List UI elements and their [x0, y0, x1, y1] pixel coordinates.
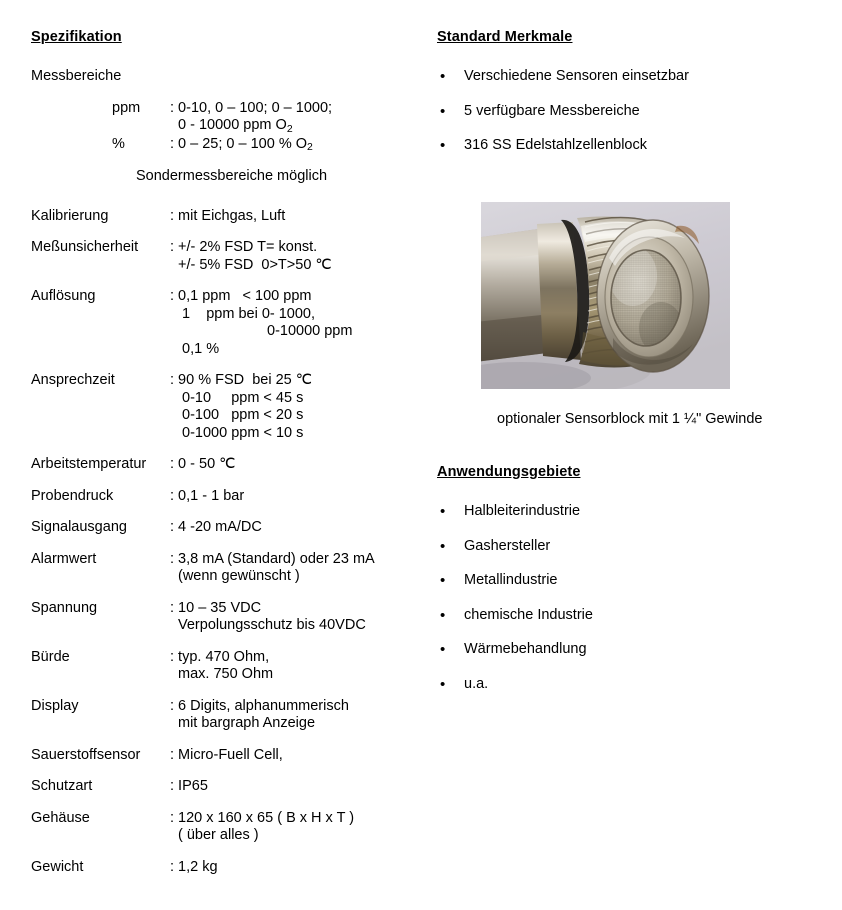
spec-row-messunsicherheit	[31, 239, 411, 274]
spec-value-line: : 0 – 25; 0 – 100 % $O_2$	[170, 135, 313, 154]
spec-label: Bürde	[31, 648, 70, 665]
features-heading: Standard Merkmale	[437, 29, 573, 45]
bullet-icon: •	[440, 137, 446, 154]
spec-values	[170, 372, 411, 442]
spec-values	[170, 600, 411, 635]
sensor-block-photo-graphic	[481, 202, 730, 389]
list-item-label: Halbleiterindustrie	[464, 503, 581, 519]
spec-label: Display	[31, 697, 79, 714]
list-item-label: Verschiedene Sensoren einsetzbar	[464, 68, 689, 84]
spec-values	[170, 208, 411, 226]
bullet-icon: •	[440, 503, 446, 520]
spec-value-line: +/- 5% FSD 0>T>50 ℃	[178, 256, 332, 273]
spec-value-line: : 4 -20 mA/DC	[170, 519, 262, 535]
spec-value-line: 0 - 10000 ppm $O_2$	[178, 117, 293, 135]
spec-value-line: : 0 - 50 ℃	[170, 456, 236, 472]
spec-sublabel: ppm	[112, 99, 141, 116]
spec-label: Spannung	[31, 599, 98, 616]
spec-label: Kalibrierung	[31, 207, 109, 224]
spec-values	[170, 551, 411, 586]
spec-values	[170, 859, 411, 877]
spec-row-display	[31, 698, 411, 733]
spec-row-messbereiche	[31, 68, 411, 86]
spec-value-line: Verpolungsschutz bis 40VDC	[178, 617, 366, 633]
spec-value-line: (wenn gewünscht )	[178, 568, 300, 584]
spec-values	[170, 649, 411, 684]
list-item	[437, 641, 817, 659]
spec-note-sondermessbereiche: Sondermessbereiche möglich	[136, 168, 328, 184]
applications-list	[437, 503, 817, 693]
spec-value-line: 0-10 ppm < 45 s	[178, 389, 304, 406]
spec-values	[170, 488, 411, 506]
spec-value-line: : +/- 2% FSD T= konst.	[170, 239, 318, 255]
spec-values	[170, 698, 411, 733]
list-item-label: Gashersteller	[464, 537, 551, 554]
subscript-2: 2	[286, 123, 293, 135]
spec-values	[170, 747, 411, 765]
spec-row-arbeitstemperatur	[31, 456, 411, 474]
spec-label: Probendruck	[31, 487, 114, 504]
spec-subvalues	[170, 100, 411, 136]
spec-row-probendruck	[31, 488, 411, 506]
spec-row-gehaeuse	[31, 810, 411, 845]
bullet-icon: •	[440, 102, 446, 120]
subscript-2: 2	[307, 142, 313, 154]
spec-row-sauerstoffsensor	[31, 747, 411, 765]
spec-value-line: : 120 x 160 x 65 ( B x H x T )	[170, 809, 355, 826]
spec-row-aufloesung	[31, 288, 411, 358]
spec-value-line: : 10 – 35 VDC	[170, 599, 262, 616]
features-heading-wrap	[437, 28, 817, 46]
list-item	[437, 137, 817, 155]
spec-value-line: : 0,1 ppm < 100 ppm	[170, 288, 312, 304]
spec-value-line: : 3,8 mA (Standard) oder 23 mA	[170, 550, 375, 567]
specification-column	[31, 28, 411, 890]
list-item	[437, 68, 817, 86]
list-item-label: 316 SS Edelstahlzellenblock	[464, 137, 647, 153]
list-item	[437, 607, 817, 625]
spec-value-line: : 0,1 - 1 bar	[170, 487, 245, 504]
list-item	[437, 572, 817, 590]
bullet-icon: •	[440, 641, 446, 658]
spec-label: Meßunsicherheit	[31, 239, 139, 255]
spec-values	[170, 778, 411, 796]
spec-sublabel: %	[112, 135, 125, 152]
list-item	[437, 503, 817, 521]
spec-values	[170, 288, 411, 358]
spec-value-line: : mit Eichgas, Luft	[170, 207, 286, 224]
list-item-label: Wärmebehandlung	[464, 641, 587, 657]
spec-row-gewicht	[31, 859, 411, 877]
applications-heading: Anwendungsgebiete	[437, 464, 581, 480]
spec-value-line: 0,1 %	[178, 340, 220, 357]
spec-value-line: : 0-10, 0 – 100; 0 – 1000;	[170, 99, 333, 116]
spec-label: Gehäuse	[31, 809, 90, 826]
spec-value-line: 0-100 ppm < 20 s	[178, 407, 304, 423]
spec-value-line: : 1,2 kg	[170, 858, 218, 875]
list-item	[437, 103, 817, 121]
photo-caption: optionaler Sensorblock mit 1 ¼" Gewinde	[497, 411, 763, 427]
bullet-icon: •	[440, 537, 446, 555]
applications-column	[437, 463, 817, 710]
list-item-label: 5 verfügbare Messbereiche	[464, 102, 640, 119]
spec-value-line: : 90 % FSD bei 25 ℃	[170, 372, 313, 388]
spec-subvalues	[170, 136, 411, 155]
spec-label: Arbeitstemperatur	[31, 456, 147, 472]
applications-heading-wrap	[437, 463, 817, 481]
spec-label: Ansprechzeit	[31, 372, 115, 388]
spec-value-line: : IP65	[170, 778, 208, 794]
spec-label: Alarmwert	[31, 550, 97, 567]
spec-values	[170, 456, 411, 474]
spec-row-alarmwert	[31, 551, 411, 586]
spec-label: Auflösung	[31, 288, 96, 304]
spec-value-line: : Micro-Fuell Cell,	[170, 746, 283, 763]
bullet-icon: •	[440, 68, 446, 85]
spec-row-ansprechzeit	[31, 372, 411, 442]
product-photo	[481, 202, 730, 389]
specification-heading-wrap	[31, 28, 411, 46]
spec-label: Sauerstoffsensor	[31, 746, 141, 763]
spec-value-line: mit bargraph Anzeige	[178, 715, 316, 731]
list-item	[437, 538, 817, 556]
spec-row-kalibrierung	[31, 208, 411, 226]
spec-values	[170, 519, 411, 537]
spec-value-line: 0-10000 ppm	[267, 323, 353, 339]
spec-row-signalausgang	[31, 519, 411, 537]
list-item-label: u.a.	[464, 675, 489, 692]
spec-label: Schutzart	[31, 778, 93, 794]
spec-label: Messbereiche	[31, 68, 122, 84]
list-item	[437, 676, 817, 694]
spec-value-line: 1 ppm bei 0- 1000,	[178, 305, 316, 322]
spec-label: Signalausgang	[31, 519, 127, 535]
spec-values	[170, 810, 411, 845]
spec-subrow-ppm	[31, 100, 411, 136]
bullet-icon: •	[440, 675, 446, 693]
list-item-label: chemische Industrie	[464, 606, 593, 623]
spec-subrow-percent	[31, 136, 411, 155]
bullet-icon: •	[440, 572, 446, 589]
spec-row-buerde	[31, 649, 411, 684]
spec-value-line: max. 750 Ohm	[178, 666, 274, 682]
spec-row-spannung	[31, 600, 411, 635]
spec-values	[170, 239, 411, 274]
spec-value-line: 0-1000 ppm < 10 s	[178, 424, 304, 441]
features-column	[437, 28, 817, 172]
list-item-label: Metallindustrie	[464, 572, 558, 588]
spec-value-line: : typ. 470 Ohm,	[170, 648, 270, 665]
bullet-icon: •	[440, 606, 446, 624]
features-list	[437, 68, 817, 155]
spec-label: Gewicht	[31, 858, 84, 875]
page-title: Spezifikation	[31, 29, 122, 45]
spec-value-line: : 6 Digits, alphanummerisch	[170, 697, 349, 714]
spec-value-line: ( über alles )	[178, 827, 259, 843]
spec-row-schutzart	[31, 778, 411, 796]
